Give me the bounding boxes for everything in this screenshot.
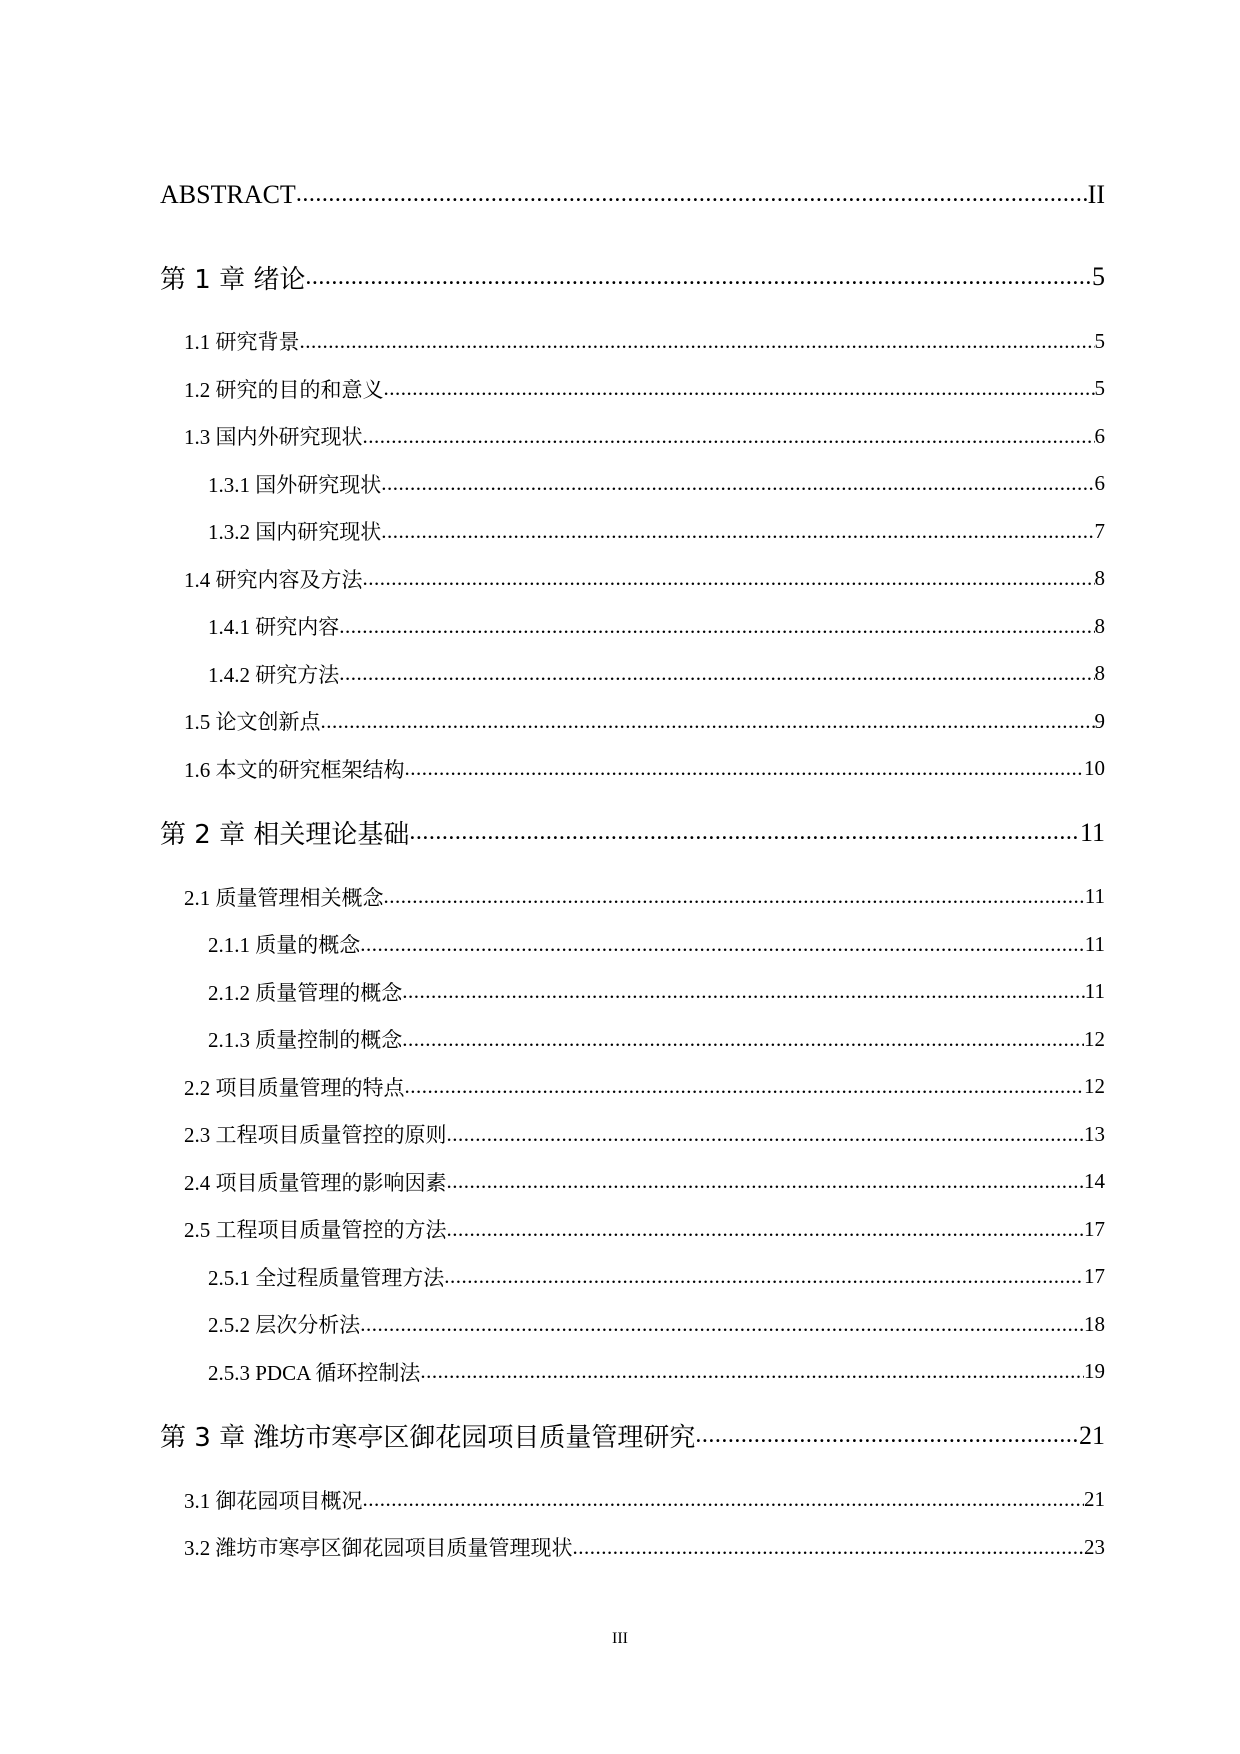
toc-entry-title: 1.6 本文的研究框架结构 <box>184 757 405 782</box>
dot-leader <box>363 566 1095 591</box>
toc-entry-page: 12 <box>1084 1026 1105 1051</box>
toc-entry[interactable] <box>0 745 1240 793</box>
dot-leader <box>447 1169 1085 1194</box>
toc-entry[interactable] <box>0 603 1240 651</box>
toc-entry-title: 3.2 潍坊市寒亭区御花园项目质量管理现状 <box>184 1536 573 1561</box>
dot-leader <box>447 1122 1085 1147</box>
toc-entry-page: 11 <box>1084 979 1105 1004</box>
toc-entry-page: 6 <box>1094 423 1105 448</box>
toc-entry-page: 21 <box>1084 1487 1105 1512</box>
toc-entry-page: 17 <box>1084 1264 1105 1289</box>
toc-entry-page: 6 <box>1094 471 1105 496</box>
toc-entry-title: 1.3 国内外研究现状 <box>184 425 363 450</box>
toc-entry[interactable] <box>0 1063 1240 1111</box>
toc-entry[interactable] <box>0 318 1240 366</box>
dot-leader <box>321 709 1095 734</box>
toc-entry[interactable] <box>0 650 1240 698</box>
dot-leader <box>695 1422 1079 1449</box>
toc-entry-page: 9 <box>1094 708 1105 733</box>
toc-entry-title: 1.2 研究的目的和意义 <box>184 377 384 402</box>
dot-leader <box>381 519 1094 544</box>
dot-leader <box>444 1264 1084 1289</box>
toc-entry-page: 5 <box>1092 262 1105 292</box>
toc-entry-title: 1.1 研究背景 <box>184 330 300 355</box>
toc-entry[interactable] <box>0 1301 1240 1349</box>
toc-entry[interactable] <box>0 873 1240 921</box>
toc-entry-page: 5 <box>1094 376 1105 401</box>
toc-chapter-entry[interactable] <box>0 237 1240 318</box>
dot-leader <box>384 376 1095 401</box>
toc-entry-page: 8 <box>1094 566 1105 591</box>
toc-entry[interactable] <box>0 555 1240 603</box>
dot-leader <box>573 1535 1085 1560</box>
dot-leader <box>360 1312 1084 1337</box>
table-of-contents <box>0 152 1240 1571</box>
page-number: III <box>612 1630 628 1647</box>
toc-entry[interactable] <box>0 1158 1240 1206</box>
toc-entry[interactable] <box>0 968 1240 1016</box>
dot-leader <box>420 1359 1084 1384</box>
toc-entry[interactable] <box>0 1111 1240 1159</box>
dot-leader <box>384 884 1085 909</box>
toc-entry-page: 18 <box>1084 1311 1105 1336</box>
toc-entry-title: 2.2 项目质量管理的特点 <box>184 1075 405 1100</box>
toc-entry-title: 1.4.1 研究内容 <box>208 615 340 640</box>
toc-entry-title: 3.1 御花园项目概况 <box>184 1488 363 1513</box>
toc-entry-page: 17 <box>1084 1216 1105 1241</box>
toc-entry-title: 2.5 工程项目质量管控的方法 <box>184 1218 447 1243</box>
toc-entry-title: 2.5.2 层次分析法 <box>208 1313 361 1338</box>
toc-entry-title: 2.5.1 全过程质量管理方法 <box>208 1265 445 1290</box>
dot-leader <box>305 264 1092 291</box>
toc-entry[interactable] <box>0 1206 1240 1254</box>
dot-leader <box>339 614 1094 639</box>
toc-entry-title: 2.5.3 PDCA 循环控制法 <box>208 1360 421 1385</box>
dot-leader <box>409 819 1080 846</box>
dot-leader <box>405 1074 1085 1099</box>
dot-leader <box>402 979 1085 1004</box>
dot-leader <box>405 756 1085 781</box>
toc-entry[interactable] <box>0 152 1240 237</box>
toc-entry-page: 5 <box>1094 328 1105 353</box>
toc-entry-page: 11 <box>1084 931 1105 956</box>
toc-entry[interactable] <box>0 1016 1240 1064</box>
toc-entry[interactable] <box>0 508 1240 556</box>
toc-entry[interactable] <box>0 921 1240 969</box>
dot-leader <box>381 471 1094 496</box>
toc-entry-page: 10 <box>1084 756 1105 781</box>
dot-leader <box>296 181 1088 208</box>
toc-entry-title: 第 3 章 潍坊市寒亭区御花园项目质量管理研究 <box>160 1423 696 1454</box>
toc-entry[interactable] <box>0 1476 1240 1524</box>
toc-chapter-entry[interactable] <box>0 1396 1240 1477</box>
toc-entry-page: II <box>1087 179 1105 209</box>
toc-entry-page: 11 <box>1084 884 1105 909</box>
dot-leader <box>339 661 1094 686</box>
toc-entry-title: 第 2 章 相关理论基础 <box>160 820 410 851</box>
toc-entry-title: ABSTRACT <box>160 179 296 209</box>
dot-leader <box>300 329 1095 354</box>
toc-entry-title: 第 1 章 绪论 <box>160 264 306 295</box>
toc-entry[interactable] <box>0 1348 1240 1396</box>
toc-entry-page: 23 <box>1084 1534 1105 1559</box>
toc-entry-title: 1.4 研究内容及方法 <box>184 567 363 592</box>
toc-entry-title: 2.4 项目质量管理的影响因素 <box>184 1170 447 1195</box>
toc-entry[interactable] <box>0 365 1240 413</box>
toc-entry[interactable] <box>0 1253 1240 1301</box>
toc-entry-title: 2.3 工程项目质量管控的原则 <box>184 1123 447 1148</box>
toc-entry-page: 12 <box>1084 1074 1105 1099</box>
toc-entry[interactable] <box>0 460 1240 508</box>
toc-entry-title: 1.5 论文创新点 <box>184 710 321 735</box>
toc-entry-page: 14 <box>1084 1169 1105 1194</box>
dot-leader <box>360 932 1085 957</box>
toc-entry-title: 2.1.3 质量控制的概念 <box>208 1028 403 1053</box>
toc-entry-title: 2.1 质量管理相关概念 <box>184 885 384 910</box>
toc-entry-page: 19 <box>1084 1359 1105 1384</box>
toc-entry-title: 1.4.2 研究方法 <box>208 662 340 687</box>
toc-entry-page: 8 <box>1094 613 1105 638</box>
toc-entry[interactable] <box>0 1524 1240 1572</box>
toc-entry-title: 1.3.2 国内研究现状 <box>208 520 382 545</box>
toc-entry-page: 7 <box>1094 518 1105 543</box>
toc-entry-title: 2.1.1 质量的概念 <box>208 933 361 958</box>
dot-leader <box>363 424 1095 449</box>
toc-entry-page: 13 <box>1084 1121 1105 1146</box>
toc-entry-page: 8 <box>1094 661 1105 686</box>
toc-entry[interactable] <box>0 698 1240 746</box>
dot-leader <box>363 1487 1085 1512</box>
toc-entry-title: 1.3.1 国外研究现状 <box>208 472 382 497</box>
dot-leader <box>402 1027 1084 1052</box>
toc-chapter-entry[interactable] <box>0 793 1240 874</box>
toc-entry-page: 21 <box>1079 1420 1105 1450</box>
dot-leader <box>447 1217 1085 1242</box>
toc-entry-title: 2.1.2 质量管理的概念 <box>208 980 403 1005</box>
toc-entry-page: 11 <box>1079 817 1105 847</box>
toc-entry[interactable] <box>0 413 1240 461</box>
